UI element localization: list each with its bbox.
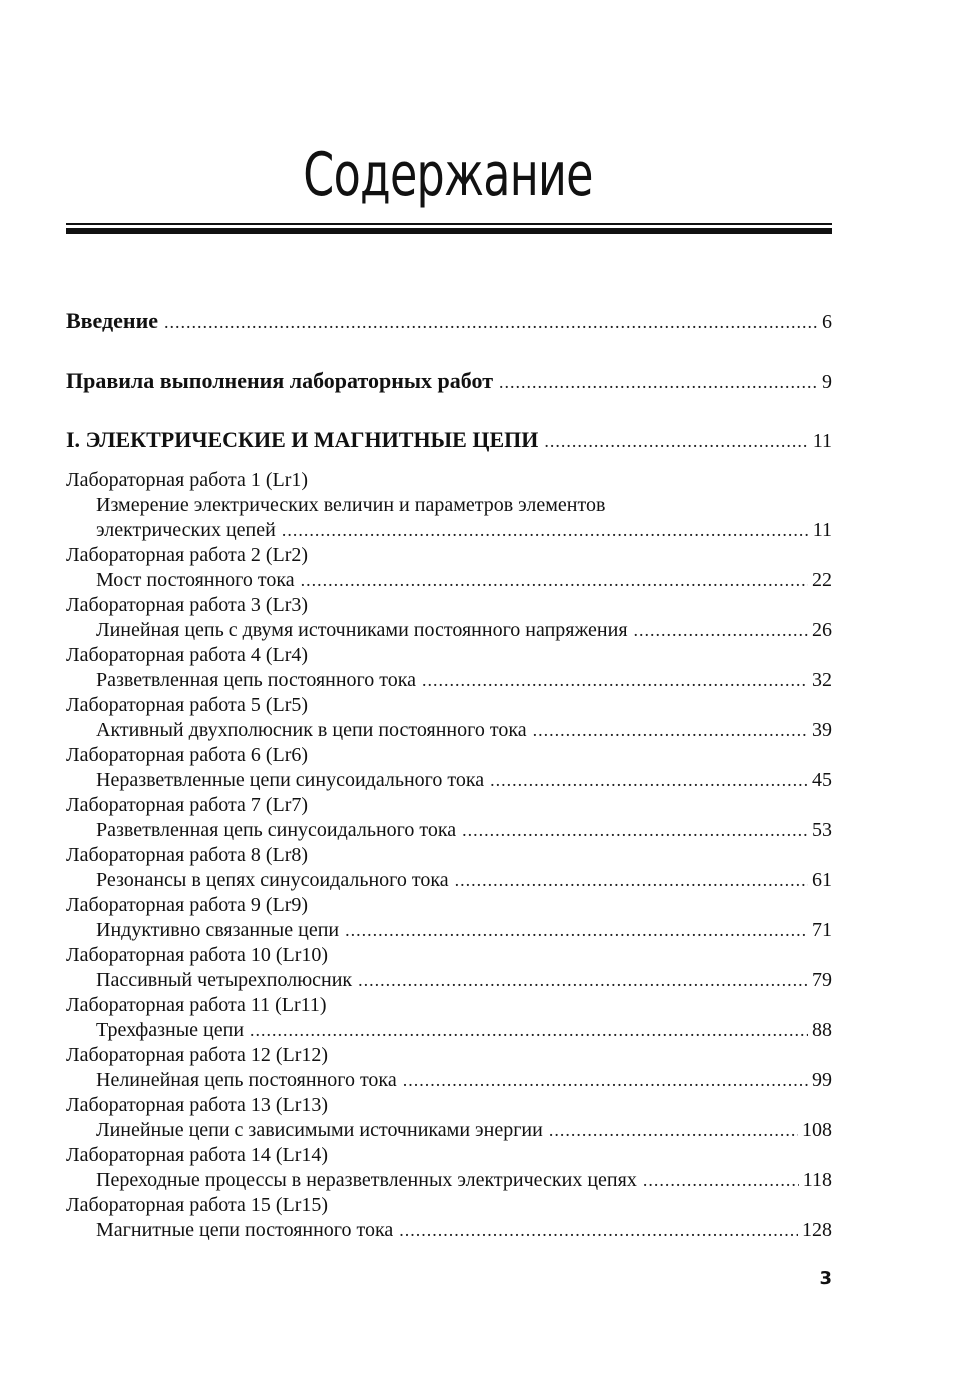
dot-leader (533, 717, 808, 743)
toc-entry-title: Трехфазные цепи (96, 1019, 245, 1041)
dot-leader (399, 1217, 798, 1243)
toc-entry-page: 11 (812, 519, 832, 541)
dot-leader (250, 1017, 808, 1043)
toc-entry-page: 118 (802, 1169, 832, 1191)
page-number: 3 (819, 1268, 832, 1289)
lab-label: Лабораторная работа 10 (Lr10) (66, 944, 329, 966)
toc-entry-lab-7[interactable] (66, 817, 832, 843)
toc-entry-lab-12[interactable] (66, 1067, 832, 1093)
dot-leader (462, 817, 808, 843)
dot-leader (549, 1117, 798, 1143)
toc-entry-page: 32 (812, 669, 832, 691)
dot-leader (490, 767, 808, 793)
toc-entry-title: Линейные цепи с зависимыми источниками энергии (96, 1119, 543, 1141)
toc-entry-lab-10[interactable] (66, 967, 832, 993)
dot-leader (358, 967, 808, 993)
toc-entry-title: Нелинейная цепь постоянного тока (96, 1069, 397, 1091)
lab-label: Лабораторная работа 15 (Lr15) (66, 1194, 329, 1216)
toc-entry-page: 22 (812, 569, 832, 591)
toc-entry-title: I. ЭЛЕКТРИЧЕСКИЕ И МАГНИТНЫЕ ЦЕПИ (66, 427, 539, 452)
toc-entry-lab-9[interactable] (66, 917, 832, 943)
dot-leader (422, 667, 808, 693)
title-rule-thin (66, 223, 832, 225)
toc-entry-page: 53 (812, 819, 832, 841)
lab-label: Лабораторная работа 3 (Lr3) (66, 594, 309, 616)
toc-entry-title: Неразветвленные цепи синусоидального тока (96, 769, 485, 791)
dot-leader (643, 1167, 799, 1193)
toc-entry-lab-8[interactable] (66, 867, 832, 893)
lab-label: Лабораторная работа 2 (Lr2) (66, 544, 309, 566)
toc-entry-lab-5[interactable] (66, 717, 832, 743)
toc-entry-page: 128 (802, 1219, 832, 1241)
toc-entry-title: Введение (66, 308, 159, 333)
toc-entry-title: Разветвленная цепь постоянного тока (96, 669, 417, 691)
lab-topic-line: Измерение электрических величин и параметров элементов (96, 494, 606, 516)
toc-entry-title: Индуктивно связанные цепи (96, 919, 340, 941)
toc-entry-page: 26 (812, 619, 832, 641)
toc-entry-lab-4[interactable] (66, 667, 832, 693)
lab-label: Лабораторная работа 4 (Lr4) (66, 644, 309, 666)
dot-leader (455, 867, 808, 893)
lab-label: Лабораторная работа 13 (Lr13) (66, 1094, 329, 1116)
toc-entry-lab-6[interactable] (66, 767, 832, 793)
toc-entry-lab-2[interactable] (66, 567, 832, 593)
lab-label: Лабораторная работа 6 (Lr6) (66, 744, 309, 766)
toc-entry-lab-14[interactable] (66, 1167, 832, 1193)
dot-leader (164, 309, 818, 335)
dot-leader (544, 428, 808, 454)
toc-entry-page: 79 (812, 969, 832, 991)
lab-label: Лабораторная работа 1 (Lr1) (66, 469, 309, 491)
title-rule-thick (66, 228, 832, 234)
lab-label: Лабораторная работа 12 (Lr12) (66, 1044, 329, 1066)
toc-entry-lab-1[interactable] (66, 517, 832, 543)
dot-leader (345, 917, 808, 943)
toc-entry-page: 108 (802, 1119, 832, 1141)
toc-entry-title: Пассивный четырехполюсник (96, 969, 353, 991)
toc-entry-lab-11[interactable] (66, 1017, 832, 1043)
lab-label: Лабораторная работа 14 (Lr14) (66, 1144, 329, 1166)
toc-entry-page: 99 (812, 1069, 832, 1091)
page-title: Содержание (303, 140, 593, 210)
toc-entry-page: 45 (812, 769, 832, 791)
toc-entry-page: 9 (822, 371, 832, 393)
dot-leader (403, 1067, 808, 1093)
toc-entry-title: Активный двухполюсник в цепи постоянного тока (96, 719, 527, 741)
dot-leader (499, 369, 818, 395)
toc-entry-rules[interactable] (66, 368, 832, 395)
toc-entry-title: Правила выполнения лабораторных работ (66, 368, 494, 393)
toc-entry-page: 11 (812, 430, 832, 452)
toc-entry-lab-13[interactable] (66, 1117, 832, 1143)
toc-entry-title: Резонансы в цепях синусоидального тока (96, 869, 449, 891)
lab-label: Лабораторная работа 5 (Lr5) (66, 694, 309, 716)
toc-entry-title: Переходные процессы в неразветвленных электрических цепях (96, 1169, 637, 1191)
toc-entry-title: Мост постоянного тока (96, 569, 295, 591)
lab-label: Лабораторная работа 9 (Lr9) (66, 894, 309, 916)
toc-entry-page: 88 (812, 1019, 832, 1041)
dot-leader (301, 567, 808, 593)
lab-label: Лабораторная работа 7 (Lr7) (66, 794, 309, 816)
toc-entry-title: Разветвленная цепь синусоидального тока (96, 819, 457, 841)
toc-entry-intro[interactable] (66, 308, 832, 335)
toc-entry-title: Линейная цепь с двумя источниками постоянного напряжения (96, 619, 628, 641)
toc-entry-page: 71 (812, 919, 832, 941)
toc-entry-lab-15[interactable] (66, 1217, 832, 1243)
toc-entry-title: электрических цепей (96, 519, 276, 541)
toc-entry-page: 6 (822, 311, 832, 333)
dot-leader (282, 517, 809, 543)
toc-entry-title: Магнитные цепи постоянного тока (96, 1219, 394, 1241)
dot-leader (634, 617, 808, 643)
toc-entry-lab-3[interactable] (66, 617, 832, 643)
lab-label: Лабораторная работа 11 (Lr11) (66, 994, 327, 1016)
toc-entry-page: 61 (812, 869, 832, 891)
lab-label: Лабораторная работа 8 (Lr8) (66, 844, 309, 866)
toc-entry-page: 39 (812, 719, 832, 741)
toc-entry-section-1[interactable] (66, 427, 832, 454)
